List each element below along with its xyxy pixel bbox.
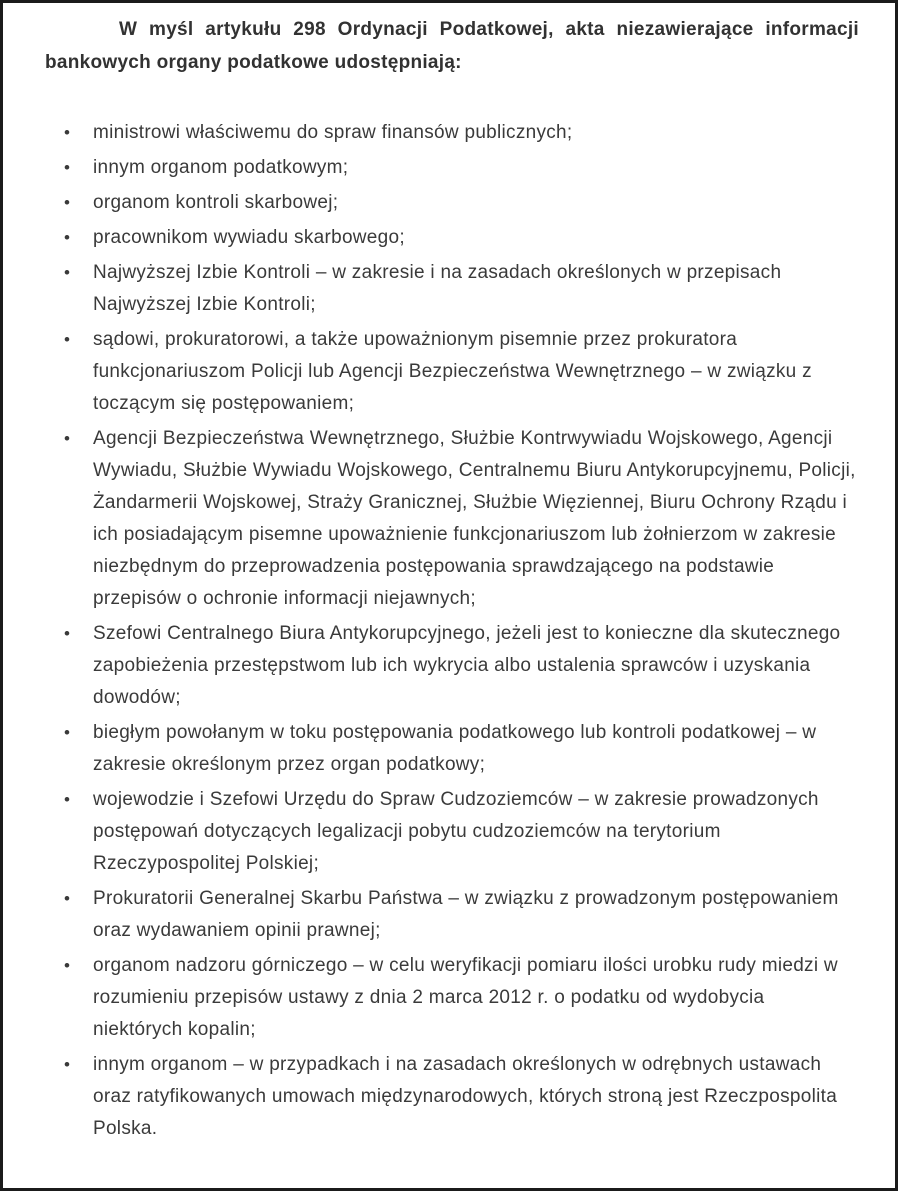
- list-item: [45, 324, 859, 420]
- list-item-text: organom kontroli skarbowej;: [93, 192, 339, 213]
- list-item: [45, 222, 859, 254]
- list-item-text: organom nadzoru górniczego – w celu weryfikacji pomiaru ilości urobku rudy miedzi w rozumieniu przepisów ustawy z dnia 2 marca 2012 r. o podatku od wydobycia niektórych kopalin;: [93, 955, 838, 1040]
- list-item: [45, 423, 859, 615]
- list-item: [45, 1049, 859, 1145]
- list-item: [45, 152, 859, 184]
- list-item: [45, 117, 859, 149]
- bullet-icon: •: [64, 956, 71, 975]
- bullet-icon: •: [64, 429, 71, 448]
- bullet-icon: •: [64, 263, 71, 282]
- list-item: [45, 950, 859, 1046]
- bullet-icon: •: [64, 123, 71, 142]
- bullet-icon: •: [64, 158, 71, 177]
- list-item: [45, 784, 859, 880]
- list-item-text: wojewodzie i Szefowi Urzędu do Spraw Cudzoziemców – w zakresie prowadzonych postępowań dotyczących legalizacji pobytu cudzoziemców na terytorium Rzeczypospolitej Polskiej;: [93, 789, 819, 874]
- intro-paragraph: W myśl artykułu 298 Ordynacji Podatkowej, akta niezawierające informacji bankowych organy podatkowe udostępniają:: [45, 19, 859, 73]
- list-item-text: ministrowi właściwemu do spraw finansów publicznych;: [93, 122, 573, 143]
- bullet-icon: •: [64, 790, 71, 809]
- list-item: [45, 187, 859, 219]
- list-item-text: sądowi, prokuratorowi, a także upoważnionym pisemnie przez prokuratora funkcjonariuszom Policji lub Agencji Bezpieczeństwa Wewnętrznego – w związku z toczącym się postępowaniem;: [93, 329, 812, 414]
- bullet-icon: •: [64, 228, 71, 247]
- list-item-text: Szefowi Centralnego Biura Antykorupcyjnego, jeżeli jest to konieczne dla skutecznego zapobieżenia przestępstwom lub ich wykrycia albo ustalenia sprawców i uzyskania dowodów;: [93, 623, 841, 708]
- bullet-icon: •: [64, 193, 71, 212]
- bullet-icon: •: [64, 889, 71, 908]
- list-item: [45, 618, 859, 714]
- list-item-text: innym organom podatkowym;: [93, 157, 349, 178]
- list-item-text: Prokuratorii Generalnej Skarbu Państwa – w związku z prowadzonym postępowaniem oraz wydawaniem opinii prawnej;: [93, 888, 839, 941]
- bullet-icon: •: [64, 624, 71, 643]
- list-item-text: Najwyższej Izbie Kontroli – w zakresie i na zasadach określonych w przepisach Najwyższej Izbie Kontroli;: [93, 262, 782, 315]
- list-item-text: biegłym powołanym w toku postępowania podatkowego lub kontroli podatkowej – w zakresie określonym przez organ podatkowy;: [93, 722, 817, 775]
- list-item: [45, 883, 859, 947]
- bullet-icon: •: [64, 1055, 71, 1074]
- list-item: [45, 717, 859, 781]
- bullet-list: [45, 117, 859, 1145]
- bullet-icon: •: [64, 330, 71, 349]
- list-item: [45, 257, 859, 321]
- list-item-text: Agencji Bezpieczeństwa Wewnętrznego, Służbie Kontrwywiadu Wojskowego, Agencji Wywiadu, Służbie Wywiadu Wojskowego, Centralnemu Biuru Antykorupcyjnemu, Policji, Żandarmerii Wojskowej, Straży Granicznej, Służbie Więziennej, Biuru Ochrony Rządu i ich posiadającym pisemne upoważnienie funkcjonariuszom lub żołnierzom w zakresie niezbędnym do przeprowadzenia postępowania sprawdzającego na podstawie przepisów o ochronie informacji niejawnych;: [93, 428, 856, 609]
- list-item-text: pracownikom wywiadu skarbowego;: [93, 227, 405, 248]
- list-item-text: innym organom – w przypadkach i na zasadach określonych w odrębnych ustawach oraz ratyfikowanych umowach międzynarodowych, których stroną jest Rzeczpospolita Polska.: [93, 1054, 838, 1139]
- bullet-icon: •: [64, 723, 71, 742]
